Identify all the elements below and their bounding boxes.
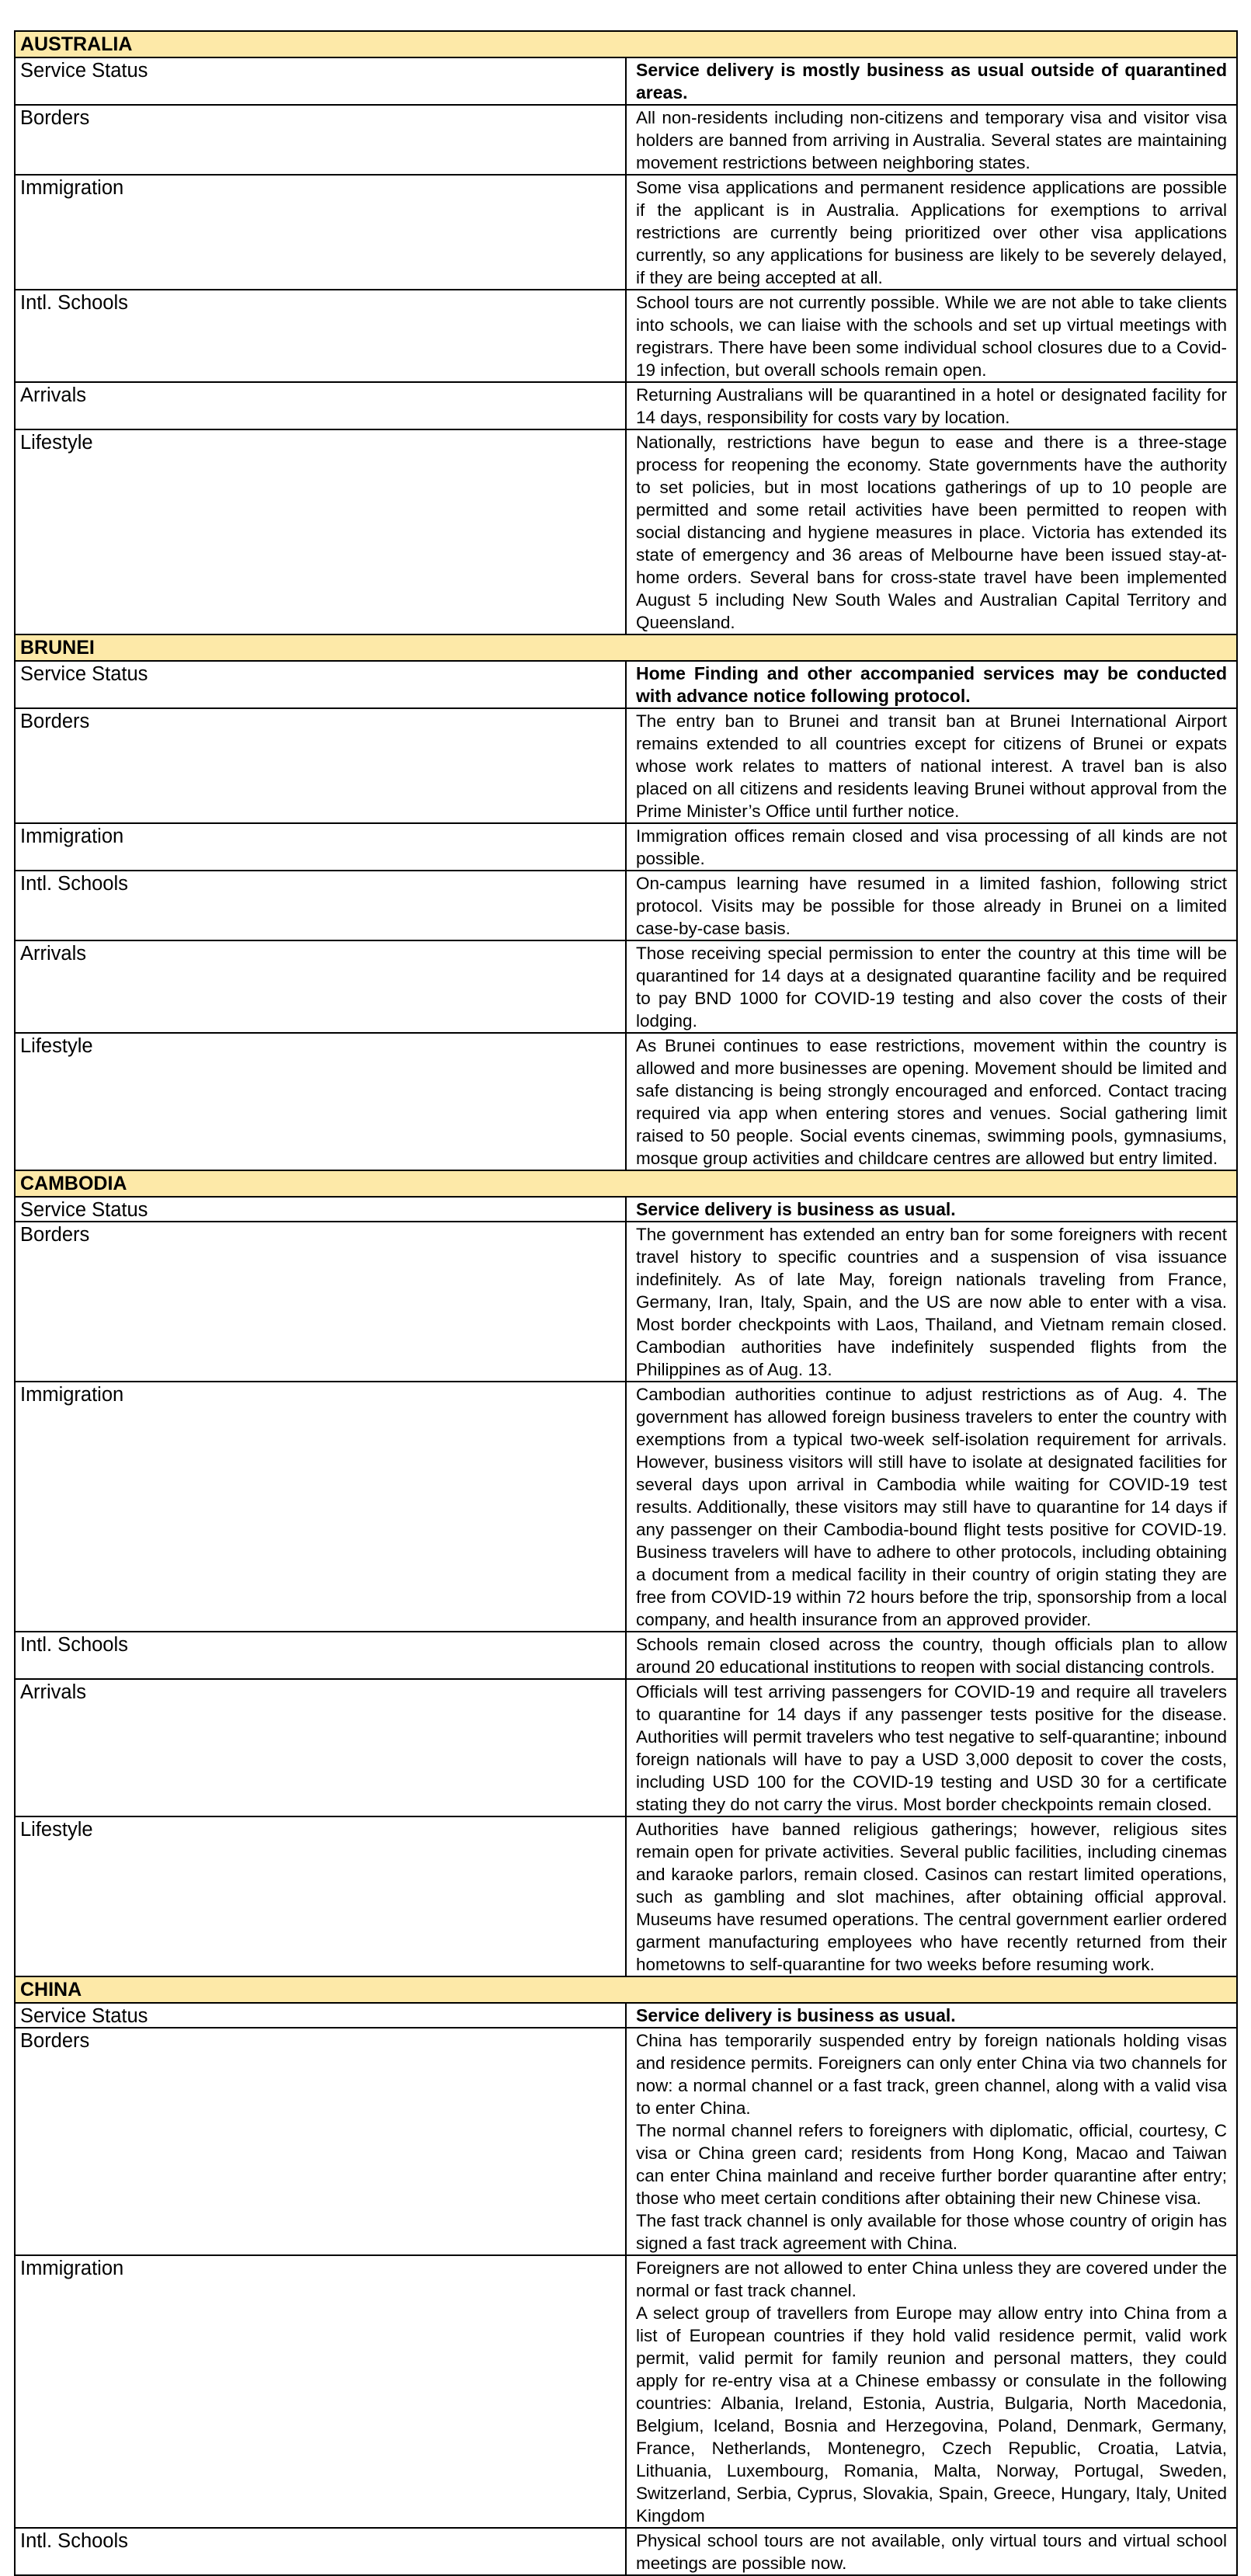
table-row-australia-arrivals <box>15 382 1237 429</box>
row-content <box>626 708 1237 823</box>
content-paragraph: Service delivery is business as usual. <box>636 2005 956 2025</box>
table-row-australia-service-status <box>15 57 1237 105</box>
row-content <box>626 2255 1237 2528</box>
content-paragraph: Cambodian authorities continue to adjust restrictions as of Aug. 4. The government has allowed foreign business travelers to enter the country with exemptions from a typical two-week self-isolation requirement for arrivals. However, business visitors will still have to isolate at designated facilities for several days upon arrival in Cambodia while waiting for COVID-19 test results. Additionally, these visitors may still have to quarantine for 14 days if any passenger on their Cambodia-bound flight tests positive for COVID-19. Business travelers will have to adhere to other protocols, including obtaining a document from a medical facility in their country of origin stating they are free from COVID-19 within 72 hours before the trip, sponsorship from a local company, and health insurance from an approved provider. <box>636 1385 1227 1629</box>
row-content <box>626 105 1237 175</box>
table-row-brunei-arrivals <box>15 940 1237 1033</box>
row-label: Immigration <box>15 2255 626 2528</box>
row-label: Arrivals <box>15 940 626 1033</box>
content-paragraph: Some visa applications and permanent residence applications are possible if the applicant is in Australia. Applications for exemptions to arrival restrictions are currently being prioritized over other visa applications currently, so any applications for business are likely to be severely delayed, if they are being accepted at all. <box>636 178 1227 287</box>
row-content <box>626 823 1237 871</box>
country-name: AUSTRALIA <box>15 31 1237 57</box>
row-label: Immigration <box>15 823 626 871</box>
table-row-cambodia-lifestyle <box>15 1816 1237 1976</box>
table-row-brunei-service-status <box>15 661 1237 708</box>
row-label: Intl. Schools <box>15 290 626 382</box>
content-paragraph: The entry ban to Brunei and transit ban at Brunei International Airport remains extended to all countries except for citizens of Brunei or expats whose work relates to matters of national interest. A travel ban is also placed on all citizens and residents leaving Brunei without approval from the Prime Minister’s Office until further notice. <box>636 711 1227 821</box>
row-label: Service Status <box>15 57 626 105</box>
content-paragraph: Returning Australians will be quarantined in a hotel or designated facility for 14 days, responsibility for costs vary by location. <box>636 385 1227 427</box>
service-status-text <box>626 1197 1237 1222</box>
country-header-cambodia <box>15 1170 1237 1197</box>
table-row-cambodia-immigration <box>15 1382 1237 1632</box>
table-row-brunei-immigration <box>15 823 1237 871</box>
row-content <box>626 940 1237 1033</box>
content-paragraph: Service delivery is mostly business as usual outside of quarantined areas. <box>636 60 1227 103</box>
service-status-text <box>626 2003 1237 2028</box>
table-row-australia-lifestyle <box>15 429 1237 634</box>
content-paragraph: As Brunei continues to ease restrictions, movement within the country is allowed and more businesses are opening. Movement should be limited and safe distancing is being strongly encouraged and enforced. Contact tracing required via app when entering stores and venues. Social gathering limit raised to 50 people. Social events cinemas, swimming pools, gymnasiums, mosque group activities and childcare centres are allowed but entry limited. <box>636 1036 1227 1168</box>
service-status-text <box>626 57 1237 105</box>
table-row-china-borders <box>15 2028 1237 2255</box>
table-row-australia-borders <box>15 105 1237 175</box>
row-label: Immigration <box>15 175 626 290</box>
row-label: Borders <box>15 708 626 823</box>
row-label: Borders <box>15 105 626 175</box>
content-paragraph: School tours are not currently possible. While we are not able to take clients into schools, we can liaise with the schools and set up virtual meetings with registrars. There have been some individual school closures due to a Covid-19 infection, but overall schools remain open. <box>636 293 1227 380</box>
row-label: Intl. Schools <box>15 871 626 940</box>
table-row-australia-intl-schools <box>15 290 1237 382</box>
row-content <box>626 429 1237 634</box>
content-paragraph: Officials will test arriving passengers for COVID-19 and require all travelers to quarantine for 14 days if any passenger tests positive for the disease. Authorities will permit travelers who test negative to self-quarantine; inbound foreign nationals will have to pay a USD 3,000 deposit to cover the costs, including USD 100 for the COVID-19 testing and USD 30 for a certificate stating they do not carry the virus. Most border checkpoints remain closed. <box>636 1682 1227 1814</box>
row-label: Service Status <box>15 661 626 708</box>
table-row-cambodia-borders <box>15 1222 1237 1382</box>
country-header-australia <box>15 31 1237 57</box>
table-row-australia-immigration <box>15 175 1237 290</box>
row-content <box>626 382 1237 429</box>
row-label: Lifestyle <box>15 429 626 634</box>
content-paragraph: Foreigners are not allowed to enter China unless they are covered under the normal or fast track channel. <box>636 2258 1227 2300</box>
row-content <box>626 1679 1237 1816</box>
row-content <box>626 1033 1237 1170</box>
table-row-cambodia-service-status <box>15 1197 1237 1222</box>
country-header-brunei <box>15 634 1237 661</box>
content-paragraph: Those receiving special permission to enter the country at this time will be quarantined for 14 days at a designated quarantine facility and be required to pay BND 1000 for COVID-19 testing and also cover the costs of their lodging. <box>636 944 1227 1031</box>
content-paragraph: On-campus learning have resumed in a limited fashion, following strict protocol. Visits may be possible for those already in Brunei on a limited case-by-case basis. <box>636 874 1227 938</box>
country-header-china <box>15 1976 1237 2003</box>
row-content <box>626 1816 1237 1976</box>
content-paragraph: The fast track channel is only available for those whose country of origin has signed a fast track agreement with China. <box>636 2211 1227 2253</box>
content-paragraph: The normal channel refers to foreigners with diplomatic, official, courtesy, C visa or China green card; residents from Hong Kong, Macao and Taiwan can enter China mainland and receive further border quarantine after entry; those who meet certain conditions after obtaining their new Chinese visa. <box>636 2121 1227 2208</box>
content-paragraph: All non-residents including non-citizens and temporary visa and visitor visa holders are banned from arriving in Australia. Several states are maintaining movement restrictions between neighboring states. <box>636 108 1227 172</box>
row-content <box>626 175 1237 290</box>
row-content <box>626 2028 1237 2255</box>
row-label: Service Status <box>15 1197 626 1222</box>
row-label: Intl. Schools <box>15 1632 626 1679</box>
row-content <box>626 2528 1237 2575</box>
country-name: CHINA <box>15 1976 1237 2003</box>
table-row-china-intl-schools <box>15 2528 1237 2575</box>
row-label: Lifestyle <box>15 1033 626 1170</box>
row-label: Lifestyle <box>15 1816 626 1976</box>
row-content <box>626 290 1237 382</box>
row-content <box>626 1222 1237 1382</box>
content-paragraph: China has temporarily suspended entry by foreign nationals holding visas and residence permits. Foreigners can only enter China via two channels for now: a normal channel or a fast track, green channel, along with a valid visa to enter China. <box>636 2031 1227 2118</box>
content-paragraph: Physical school tours are not available, only virtual tours and virtual school meetings are possible now. <box>636 2531 1227 2573</box>
table-row-china-immigration <box>15 2255 1237 2528</box>
row-label: Borders <box>15 2028 626 2255</box>
country-name: BRUNEI <box>15 634 1237 661</box>
content-paragraph: A select group of travellers from Europe may allow entry into China from a list of European countries if they hold valid residence permit, valid work permit, valid permit for family reunion and personal matters, they could apply for re-entry visa at a Chinese embassy or consulate in the following countries: Albania, Ireland, Estonia, Austria, Bulgaria, North Macedonia, Belgium, Iceland, Bosnia and Herzegovina, Poland, Denmark, Germany, France, Netherlands, Montenegro, Czech Republic, Croatia, Latvia, Lithuania, Luxembourg, Romania, Malta, Norway, Portugal, Sweden, Switzerland, Serbia, Cyprus, Slovakia, Spain, Greece, Hungary, Italy, United Kingdom <box>636 2303 1227 2526</box>
row-label: Immigration <box>15 1382 626 1632</box>
row-label: Arrivals <box>15 382 626 429</box>
row-content <box>626 871 1237 940</box>
table-row-china-service-status <box>15 2003 1237 2028</box>
table-row-cambodia-arrivals <box>15 1679 1237 1816</box>
content-paragraph: Service delivery is business as usual. <box>636 1199 956 1219</box>
row-content <box>626 1632 1237 1679</box>
country-name: CAMBODIA <box>15 1170 1237 1197</box>
country-status-table <box>14 30 1238 2576</box>
content-paragraph: Home Finding and other accompanied services may be conducted with advance notice following protocol. <box>636 663 1227 706</box>
content-paragraph: Schools remain closed across the country, though officials plan to allow around 20 educational institutions to reopen with social distancing controls. <box>636 1635 1227 1677</box>
content-paragraph: Nationally, restrictions have begun to ease and there is a three-stage process for reopening the economy. State governments have the authority to set policies, but in most locations gatherings of up to 10 people are permitted and some retail activities have been permitted to reopen with social distancing and hygiene measures in place. Victoria has extended its state of emergency and 36 areas of Melbourne have been issued stay-at-home orders. Several bans for cross-state travel have been implemented August 5 including New South Wales and Australian Capital Territory and Queensland. <box>636 433 1227 632</box>
table-row-brunei-borders <box>15 708 1237 823</box>
table-row-brunei-intl-schools <box>15 871 1237 940</box>
service-status-text <box>626 661 1237 708</box>
row-content <box>626 1382 1237 1632</box>
content-paragraph: Authorities have banned religious gatherings; however, religious sites remain open for private activities. Several public facilities, including cinemas and karaoke parlors, remain closed. Casinos can restart limited operations, such as gambling and slot machines, after obtaining official approval. Museums have resumed operations. The central government earlier ordered garment manufacturing employees who have recently returned from their hometowns to self-quarantine for two weeks before resuming work. <box>636 1820 1227 1974</box>
row-label: Borders <box>15 1222 626 1382</box>
table-row-cambodia-intl-schools <box>15 1632 1237 1679</box>
row-label: Service Status <box>15 2003 626 2028</box>
content-paragraph: The government has extended an entry ban for some foreigners with recent travel history to specific countries and a suspension of visa issuance indefinitely. As of late May, foreign nationals traveling from France, Germany, Iran, Italy, Spain, and the US are now able to enter with a visa. Most border checkpoints with Laos, Thailand, and Vietnam remain closed. Cambodian authorities have indefinitely suspended flights from the Philippines as of Aug. 13. <box>636 1225 1227 1379</box>
content-paragraph: Immigration offices remain closed and visa processing of all kinds are not possible. <box>636 826 1227 868</box>
table-row-brunei-lifestyle <box>15 1033 1237 1170</box>
row-label: Intl. Schools <box>15 2528 626 2575</box>
row-label: Arrivals <box>15 1679 626 1816</box>
